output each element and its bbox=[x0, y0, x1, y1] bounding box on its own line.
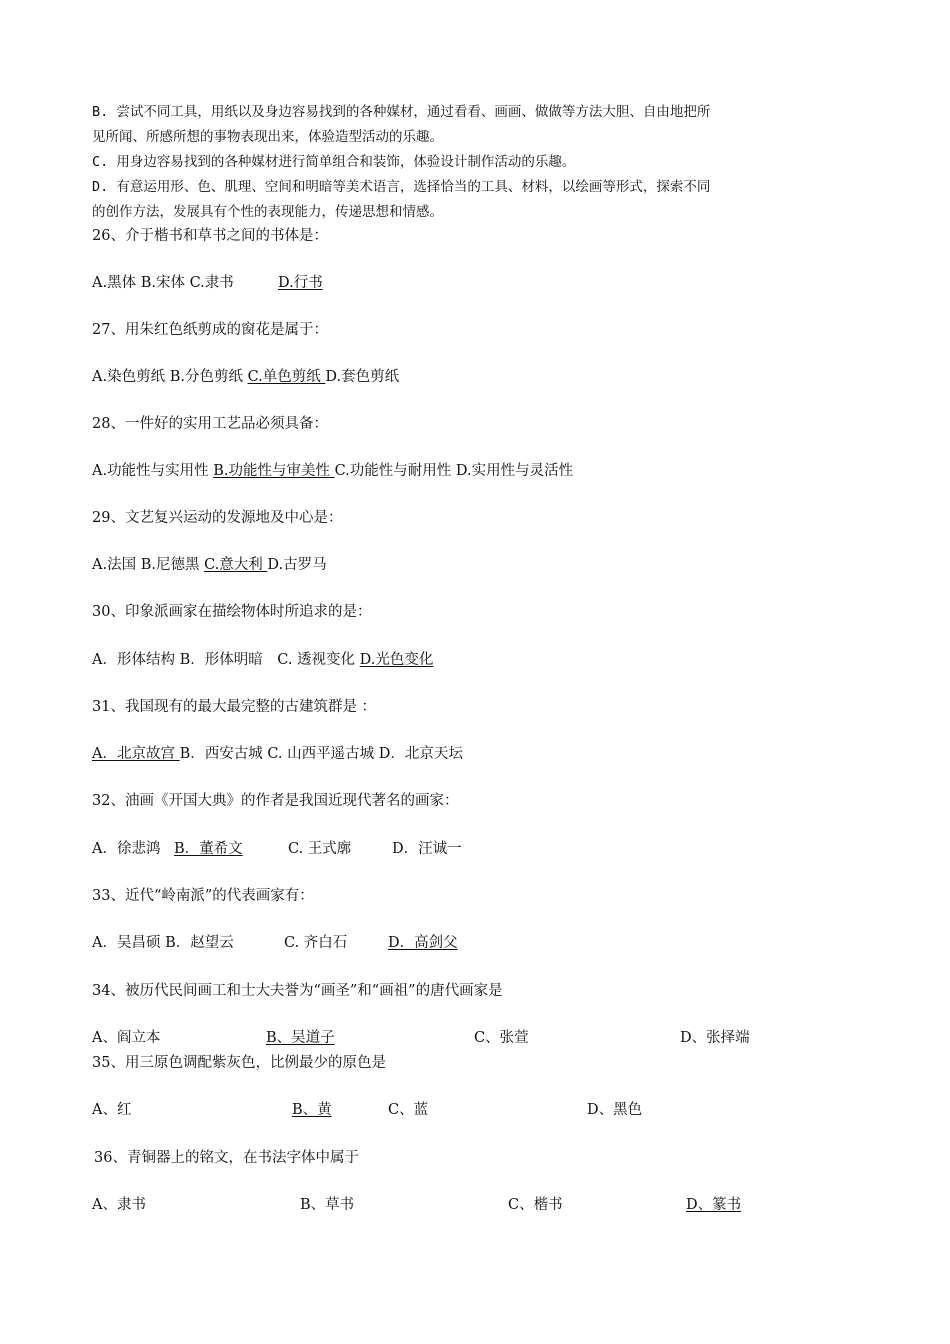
answer-36: D、篆书 bbox=[686, 1197, 742, 1213]
answer-28: B.功能性与审美性 bbox=[213, 463, 335, 479]
answer-34: B、吴道子 bbox=[266, 1030, 335, 1046]
answer-33: D．高剑父 bbox=[388, 935, 458, 951]
options-36-c: C、楷书 bbox=[508, 1197, 563, 1213]
options-36-a: A、隶书 bbox=[92, 1197, 146, 1213]
answer-35: B、黄 bbox=[292, 1102, 332, 1118]
answer-29: C.意大利 bbox=[204, 557, 268, 573]
options-28-a: A.功能性与实用性 bbox=[92, 463, 214, 479]
answer-30: D.光色变化 bbox=[359, 652, 434, 668]
options-32-d: D．汪诚一 bbox=[392, 841, 462, 857]
question-34: 34、被历代民间画工和士大夫誉为“画圣”和“画祖”的唐代画家是 bbox=[92, 983, 503, 999]
question-30: 30、印象派画家在描绘物体时所追求的是： bbox=[92, 604, 372, 620]
options-30-abc: A．形体结构 B．形体明暗 C. 透视变化 bbox=[92, 652, 360, 668]
answer-27: C.单色剪纸 bbox=[247, 369, 326, 385]
answer-26: D.行书 bbox=[278, 275, 323, 291]
options-31-bcd: B．西安古城 C. 山西平遥古城 D．北京天坛 bbox=[179, 746, 463, 762]
options-27 bbox=[92, 367, 399, 387]
question-36: 36、青铜器上的铭文，在书法字体中属于 bbox=[94, 1150, 359, 1166]
options-34-d: D、张择端 bbox=[680, 1030, 750, 1046]
options-28 bbox=[92, 461, 573, 481]
question-32: 32、油画《开国大典》的作者是我国近现代著名的画家： bbox=[92, 793, 459, 809]
question-27: 27、用朱红色纸剪成的窗花是属于： bbox=[92, 322, 328, 338]
answer-32: B．董希文 bbox=[174, 841, 243, 857]
options-29-d: D.古罗马 bbox=[267, 557, 327, 573]
options-28-cd: C.功能性与耐用性 D.实用性与灵活性 bbox=[334, 463, 574, 479]
options-33-ab: A．吴昌硕 B．赵望云 bbox=[92, 935, 234, 951]
options-35-d: D、黑色 bbox=[587, 1102, 643, 1118]
options-30 bbox=[92, 650, 433, 670]
question-28: 28、一件好的实用工艺品必须具备： bbox=[92, 416, 328, 432]
options-29 bbox=[92, 555, 327, 575]
intro-d-line-1: D. 有意运用形、色、肌理、空间和明暗等美术语言，选择恰当的工具、材料，以绘画等形式，探索不同 bbox=[92, 179, 711, 195]
options-33-c: C. 齐白石 bbox=[284, 935, 348, 951]
options-32-c: C. 王式廓 bbox=[288, 841, 352, 857]
options-27-d: D.套色剪纸 bbox=[325, 369, 400, 385]
question-29: 29、文艺复兴运动的发源地及中心是： bbox=[92, 510, 343, 526]
question-33: 33、近代“岭南派”的代表画家有： bbox=[92, 888, 314, 904]
question-35: 35、用三原色调配紫灰色，比例最少的原色是 bbox=[92, 1055, 386, 1071]
options-29-ab: A.法国 B.尼德黑 bbox=[92, 557, 205, 573]
intro-c-line: C. 用身边容易找到的各种媒材进行简单组合和装饰，体验设计制作活动的乐趣。 bbox=[92, 154, 576, 170]
question-26: 26、介于楷书和草书之间的书体是： bbox=[92, 228, 328, 244]
options-34-a: A、阎立本 bbox=[92, 1030, 161, 1046]
intro-b-line-2: 见所闻、所感所想的事物表现出来，体验造型活动的乐趣。 bbox=[92, 129, 443, 145]
question-31: 31、我国现有的最大最完整的古建筑群是 ： bbox=[92, 699, 377, 715]
options-26-abc: A.黑体 B.宋体 C.隶书 bbox=[92, 275, 234, 291]
options-27-ab: A.染色剪纸 B.分色剪纸 bbox=[92, 369, 248, 385]
options-36-b: B、草书 bbox=[300, 1197, 355, 1213]
intro-b-line-1: B. 尝试不同工具，用纸以及身边容易找到的各种媒材，通过看看、画画、做做等方法大胆、自由地把所 bbox=[92, 104, 711, 120]
options-31 bbox=[92, 744, 463, 764]
options-34-c: C、张萱 bbox=[474, 1030, 529, 1046]
intro-d-line-2: 的创作方法，发展具有个性的表现能力，传递思想和情感。 bbox=[92, 204, 443, 220]
answer-31: A．北京故宫 bbox=[92, 746, 180, 762]
options-35-a: A、红 bbox=[92, 1102, 132, 1118]
options-32-a: A．徐悲鸿 bbox=[92, 841, 161, 857]
options-35-c: C、蓝 bbox=[388, 1102, 429, 1118]
